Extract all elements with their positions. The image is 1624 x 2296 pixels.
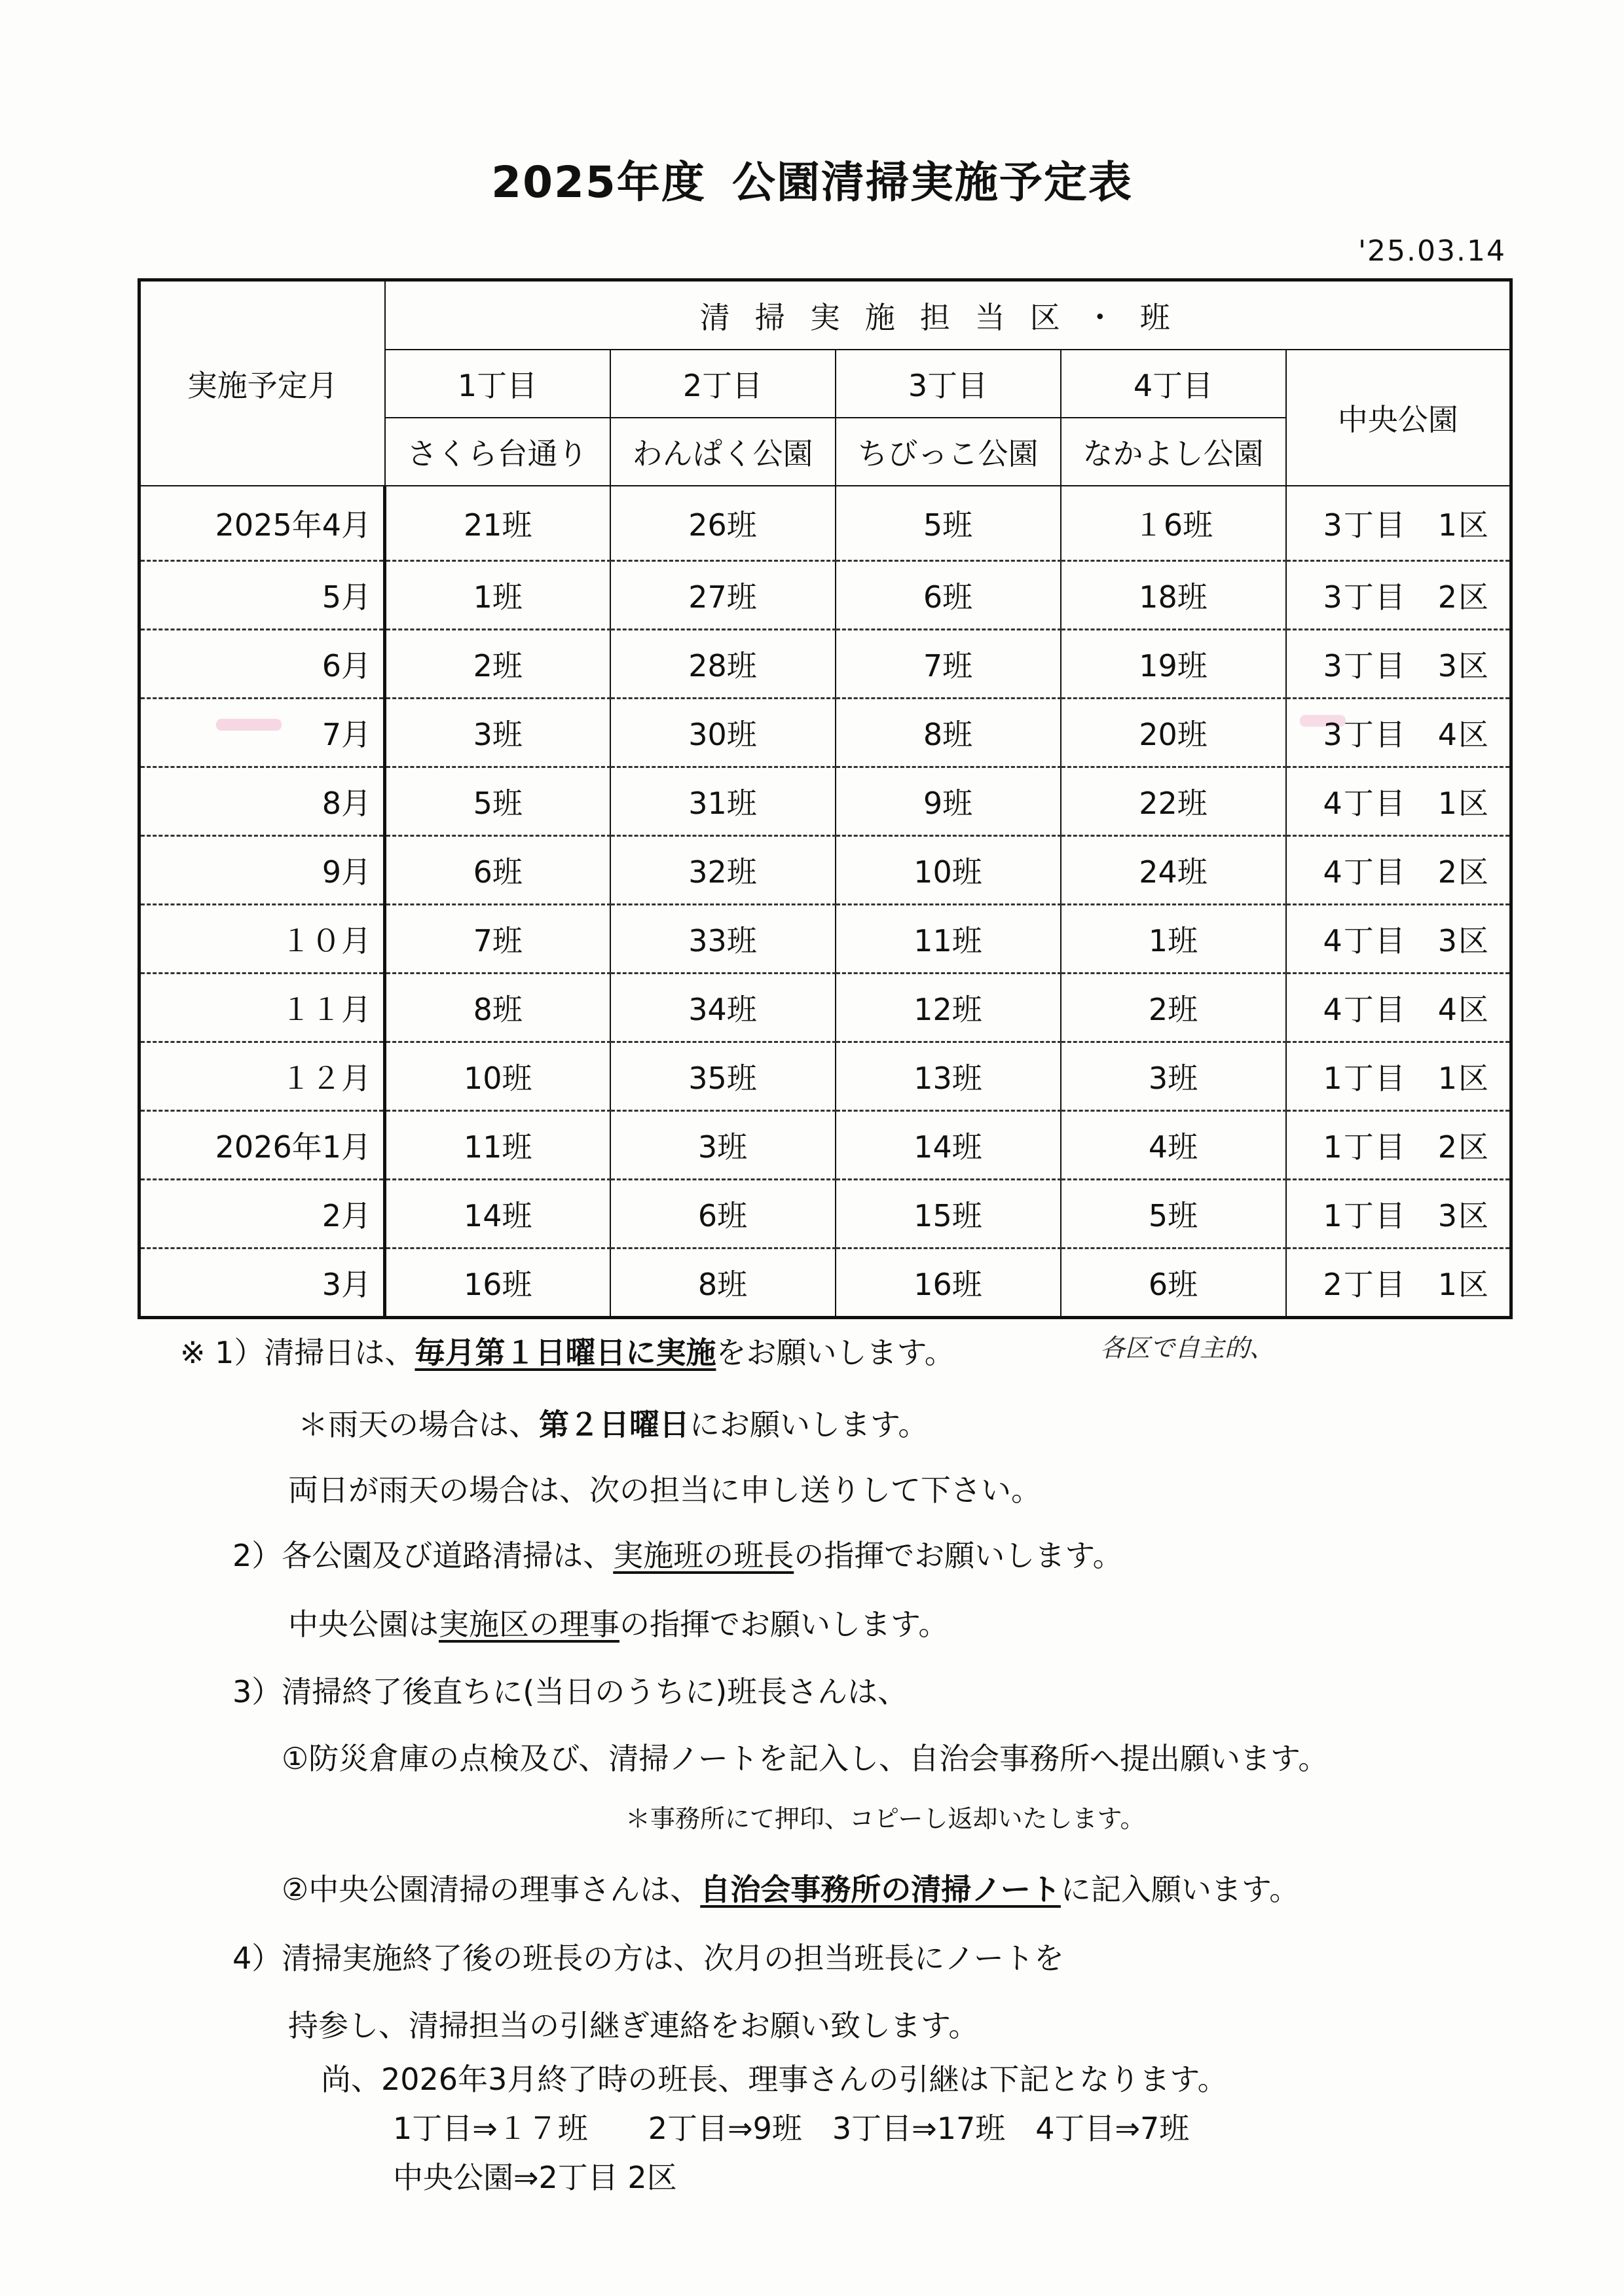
chome2-cell: 31班: [610, 767, 836, 836]
table-row: [139, 974, 1511, 1042]
chome4-cell: 20班: [1061, 699, 1286, 767]
chome4-cell: 1班: [1061, 905, 1286, 974]
chome1-cell: 1班: [385, 561, 610, 630]
chome3-cell: 8班: [836, 699, 1061, 767]
month-cell: 2月: [139, 1180, 385, 1248]
chome2-cell: 35班: [610, 1042, 836, 1111]
chome-header: 2丁目: [610, 350, 836, 418]
table-row: [139, 561, 1511, 630]
month-cell: 8月: [139, 767, 385, 836]
title-main: 公園清掃実施予定表: [731, 157, 1133, 208]
chome2-cell: 6班: [610, 1180, 836, 1248]
central-park-cell: 1丁目 1区: [1286, 1042, 1511, 1111]
month-cell: 3月: [139, 1248, 385, 1318]
note-4c: 尚、2026年3月終了時の班長、理事さんの引継は下記となります。: [321, 2062, 1228, 2097]
chome2-cell: 30班: [610, 699, 836, 767]
central-park-cell: 2丁目 1区: [1286, 1248, 1511, 1318]
chome4-cell: 18班: [1061, 561, 1286, 630]
schedule-table: [138, 278, 1513, 1319]
central-park-cell: 1丁目 3区: [1286, 1180, 1511, 1248]
chome4-cell: 4班: [1061, 1111, 1286, 1180]
chome1-cell: 11班: [385, 1111, 610, 1180]
title-year: 2025年度: [491, 157, 706, 208]
note-1: ※ 1）清掃日は、毎月第１日曜日に実施をお願いします。: [180, 1335, 955, 1370]
note-2: 2）各公園及び道路清掃は、実施班の班長の指揮でお願いします。: [232, 1538, 1123, 1573]
table-row: [139, 1042, 1511, 1111]
table-row: [139, 1180, 1511, 1248]
month-cell: 5月: [139, 561, 385, 630]
central-park-cell: 4丁目 2区: [1286, 836, 1511, 905]
note-3: 3）清掃終了後直ちに(当日のうちに)班長さんは、: [232, 1674, 908, 1709]
table-row: [139, 486, 1511, 561]
chome2-cell: 3班: [610, 1111, 836, 1180]
chome4-cell: １6班: [1061, 486, 1286, 561]
month-cell: １０月: [139, 905, 385, 974]
chome2-cell: 26班: [610, 486, 836, 561]
month-cell: 2026年1月: [139, 1111, 385, 1180]
chome1-cell: 5班: [385, 767, 610, 836]
central-park-cell: 4丁目 3区: [1286, 905, 1511, 974]
chome2-cell: 28班: [610, 630, 836, 699]
chome3-cell: 11班: [836, 905, 1061, 974]
handwritten-note: 各区で自主的、: [1100, 1334, 1275, 1362]
chome-header: 4丁目: [1061, 350, 1286, 418]
central-park-cell: 3丁目 1区: [1286, 486, 1511, 561]
section-header: 清掃実施担当区・班: [385, 280, 1511, 350]
note-3b: ②中央公園清掃の理事さんは、自治会事務所の清掃ノートに記入願います。: [282, 1872, 1300, 1907]
handover-line-1: 1丁目⇒１７班 2丁目⇒9班 3丁目⇒17班 4丁目⇒7班: [393, 2111, 1190, 2146]
note-1b: ＊雨天の場合は、第２日曜日にお願いします。: [298, 1407, 929, 1442]
central-park-cell: 3丁目 2区: [1286, 561, 1511, 630]
park-header: さくら台通り: [385, 418, 610, 486]
chome1-cell: 3班: [385, 699, 610, 767]
chome3-cell: 16班: [836, 1248, 1061, 1318]
chome2-cell: 32班: [610, 836, 836, 905]
document-date: '25.03.14: [1357, 234, 1506, 268]
page-title: [0, 147, 1624, 210]
chome-header: 3丁目: [836, 350, 1061, 418]
table-row: [139, 836, 1511, 905]
month-cell: 2025年4月: [139, 486, 385, 561]
month-cell: １１月: [139, 974, 385, 1042]
chome3-cell: 6班: [836, 561, 1061, 630]
table-row: [139, 699, 1511, 767]
chome-header: 1丁目: [385, 350, 610, 418]
chome3-cell: 13班: [836, 1042, 1061, 1111]
table-row: [139, 905, 1511, 974]
handover-line-2: 中央公園⇒2丁目 2区: [393, 2160, 677, 2195]
note-3a-small: ＊事務所にて押印、コピーし返却いたします。: [625, 1804, 1145, 1833]
chome1-cell: 2班: [385, 630, 610, 699]
chome4-cell: 19班: [1061, 630, 1286, 699]
month-cell: 7月: [139, 699, 385, 767]
central-park-cell: 3丁目 4区: [1286, 699, 1511, 767]
chome1-cell: 10班: [385, 1042, 610, 1111]
central-park-header: 中央公園: [1286, 350, 1511, 486]
chome4-cell: 6班: [1061, 1248, 1286, 1318]
chome1-cell: 7班: [385, 905, 610, 974]
chome3-cell: 10班: [836, 836, 1061, 905]
month-cell: 9月: [139, 836, 385, 905]
chome1-cell: 14班: [385, 1180, 610, 1248]
chome3-cell: 9班: [836, 767, 1061, 836]
chome3-cell: 7班: [836, 630, 1061, 699]
chome3-cell: 5班: [836, 486, 1061, 561]
chome1-cell: 16班: [385, 1248, 610, 1318]
month-cell: １２月: [139, 1042, 385, 1111]
chome1-cell: 8班: [385, 974, 610, 1042]
central-park-cell: 1丁目 2区: [1286, 1111, 1511, 1180]
chome4-cell: 22班: [1061, 767, 1286, 836]
chome4-cell: 24班: [1061, 836, 1286, 905]
month-column-header: 実施予定月: [139, 280, 385, 486]
chome2-cell: 34班: [610, 974, 836, 1042]
note-1c: 両日が雨天の場合は、次の担当に申し送りして下さい。: [288, 1472, 1041, 1508]
note-4b: 持参し、清掃担当の引継ぎ連絡をお願い致します。: [288, 2008, 979, 2043]
central-park-cell: 4丁目 1区: [1286, 767, 1511, 836]
chome2-cell: 8班: [610, 1248, 836, 1318]
central-park-cell: 4丁目 4区: [1286, 974, 1511, 1042]
park-header: なかよし公園: [1061, 418, 1286, 486]
table-row: [139, 767, 1511, 836]
chome3-cell: 15班: [836, 1180, 1061, 1248]
central-park-cell: 3丁目 3区: [1286, 630, 1511, 699]
note-2b: 中央公園は実施区の理事の指揮でお願いします。: [288, 1607, 949, 1642]
chome4-cell: 2班: [1061, 974, 1286, 1042]
table-row: [139, 1248, 1511, 1318]
month-cell: 6月: [139, 630, 385, 699]
chome4-cell: 3班: [1061, 1042, 1286, 1111]
table-row: [139, 630, 1511, 699]
note-4: 4）清掃実施終了後の班長の方は、次月の担当班長にノートを: [232, 1941, 1064, 1976]
chome3-cell: 12班: [836, 974, 1061, 1042]
chome2-cell: 33班: [610, 905, 836, 974]
chome4-cell: 5班: [1061, 1180, 1286, 1248]
chome2-cell: 27班: [610, 561, 836, 630]
chome3-cell: 14班: [836, 1111, 1061, 1180]
table-row: [139, 1111, 1511, 1180]
chome1-cell: 21班: [385, 486, 610, 561]
park-header: ちびっこ公園: [836, 418, 1061, 486]
note-3a: ①防災倉庫の点検及び、清掃ノートを記入し、自治会事務所へ提出願います。: [282, 1741, 1329, 1776]
chome1-cell: 6班: [385, 836, 610, 905]
park-header: わんぱく公園: [610, 418, 836, 486]
